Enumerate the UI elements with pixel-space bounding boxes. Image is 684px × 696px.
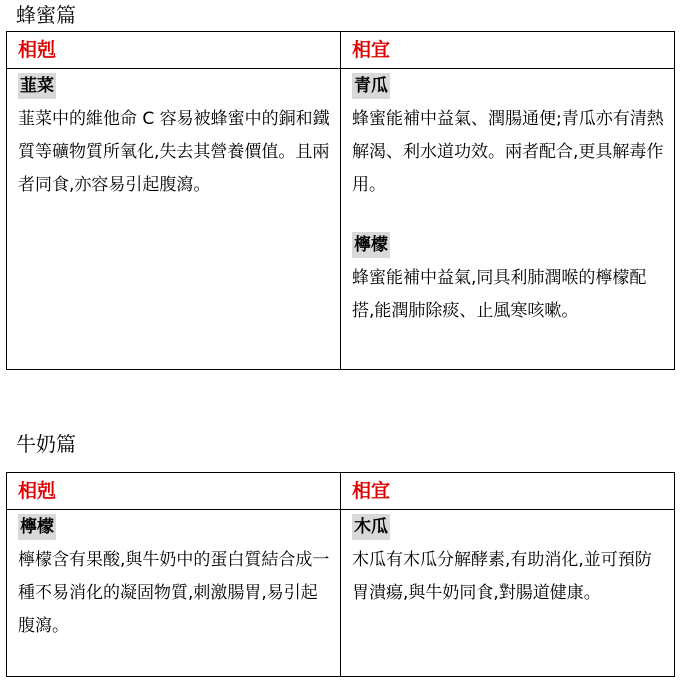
honey-table [6,31,675,370]
milk-conflict-cell [7,510,341,677]
paragraph-spacer [352,202,666,232]
honey-header-row [7,32,675,69]
milk-body-row [7,510,675,677]
honey-conflict-cell [7,69,341,370]
milk-suitable-food-name: 木瓜 [352,514,390,540]
honey-conflict-food-name: 韮菜 [18,73,56,99]
honey-suitable-food-name: 檸檬 [352,232,390,258]
milk-suitable-header: 相宜 [352,480,391,502]
honey-suitable-food-description: 蜂蜜能補中益氣,同具利肺潤喉的檸檬配搭,能潤肺除痰、止風寒咳嗽。 [352,268,647,321]
honey-suitable-food-name: 青瓜 [352,73,390,99]
honey-suitable-cell [341,69,675,370]
honey-section-title: 蜂蜜篇 [16,3,76,27]
honey-conflict-food-description: 韮菜中的維他命 C 容易被蜂蜜中的銅和鐵質等礦物質所氧化,失去其營養價值。且兩者同食,亦容易引起腹瀉。 [18,109,330,195]
honey-suitable-food-description: 蜂蜜能補中益氣、潤腸通便;青瓜亦有清熱解渴、利水道功效。兩者配合,更具解毒作用。 [352,109,664,195]
milk-table [6,472,675,677]
milk-conflict-food-description: 檸檬含有果酸,與牛奶中的蛋白質結合成一種不易消化的凝固物質,刺激腸胃,易引起腹瀉。 [18,550,330,636]
honey-conflict-header-cell [7,32,341,69]
milk-conflict-food-name: 檸檬 [18,514,56,540]
honey-body-row [7,69,675,370]
honey-suitable-header: 相宜 [352,39,391,61]
milk-header-row [7,473,675,510]
honey-suitable-header-cell [341,32,675,69]
milk-suitable-food-description: 木瓜有木瓜分解酵素,有助消化,並可預防胃潰瘍,與牛奶同食,對腸道健康。 [352,550,652,603]
honey-conflict-header: 相剋 [18,39,57,61]
milk-suitable-header-cell [341,473,675,510]
milk-suitable-cell [341,510,675,677]
milk-conflict-header-cell [7,473,341,510]
milk-conflict-header: 相剋 [18,480,57,502]
milk-section-title: 牛奶篇 [16,432,76,456]
